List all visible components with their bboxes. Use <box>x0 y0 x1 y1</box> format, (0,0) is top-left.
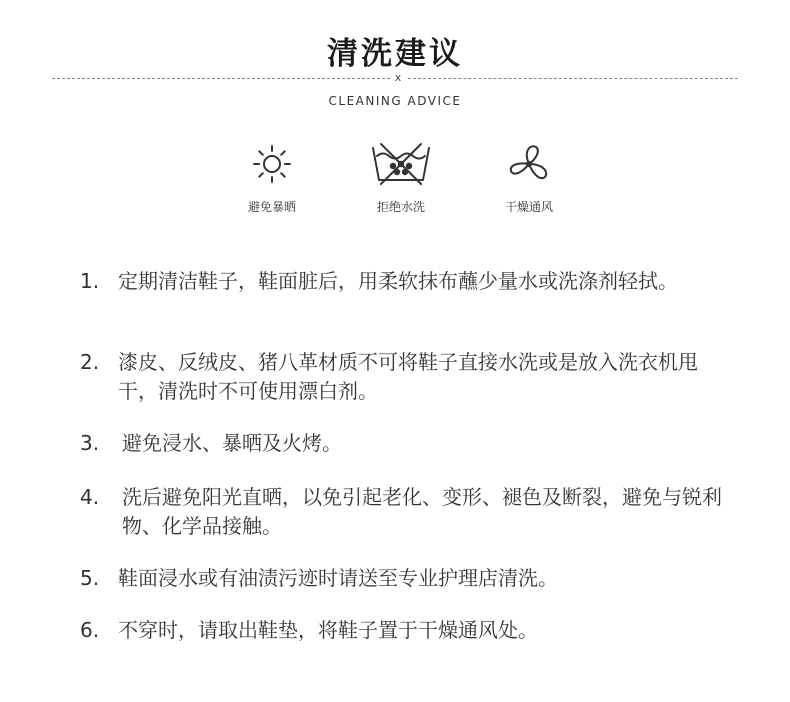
advice-text: 不穿时，请取出鞋垫，将鞋子置于干燥通风处。 <box>118 618 538 642</box>
fan-icon <box>505 140 553 188</box>
advice-text: 漆皮、反绒皮、猪八革材质不可将鞋子直接水洗或是放入洗衣机甩干，清洗时不可使用漂白剂。 <box>118 350 698 403</box>
page-title: 清洗建议 <box>327 36 463 72</box>
icon-label: 拒绝水洗 <box>376 200 425 214</box>
advice-number: 6. <box>80 618 100 642</box>
no-wash-icon <box>369 140 433 188</box>
advice-item-2 <box>80 348 740 406</box>
advice-item-1 <box>80 267 740 296</box>
divider-mark: x <box>394 71 402 84</box>
advice-item-5 <box>80 564 740 593</box>
advice-number: 3. <box>80 431 100 455</box>
divider-left <box>52 78 390 79</box>
icon-label: 干燥通风 <box>504 200 553 214</box>
advice-text: 洗后避免阳光直晒，以免引起老化、变形、褪色及断裂，避免与锐利物、化学品接触。 <box>122 485 722 538</box>
icon-item-avoid-sun <box>212 140 332 214</box>
advice-text: 避免浸水、暴晒及火烤。 <box>122 431 342 455</box>
advice-text: 定期清洁鞋子，鞋面脏后，用柔软抹布蘸少量水或洗涤剂轻拭。 <box>118 269 678 293</box>
advice-text: 鞋面浸水或有油渍污迹时请送至专业护理店清洗。 <box>118 566 558 590</box>
icon-label: 避免暴晒 <box>247 200 296 214</box>
advice-item-6 <box>80 616 740 645</box>
advice-number: 2. <box>80 350 100 374</box>
sun-icon <box>248 140 296 188</box>
advice-number: 5. <box>80 566 100 590</box>
icon-item-ventilation <box>469 140 589 214</box>
icon-item-no-wash <box>341 140 461 214</box>
advice-item-3 <box>80 429 740 458</box>
advice-item-4 <box>80 483 740 541</box>
advice-number: 4. <box>80 485 100 509</box>
advice-number: 1. <box>80 269 100 293</box>
divider-right <box>408 78 738 79</box>
subtitle: CLEANING ADVICE <box>328 94 462 108</box>
